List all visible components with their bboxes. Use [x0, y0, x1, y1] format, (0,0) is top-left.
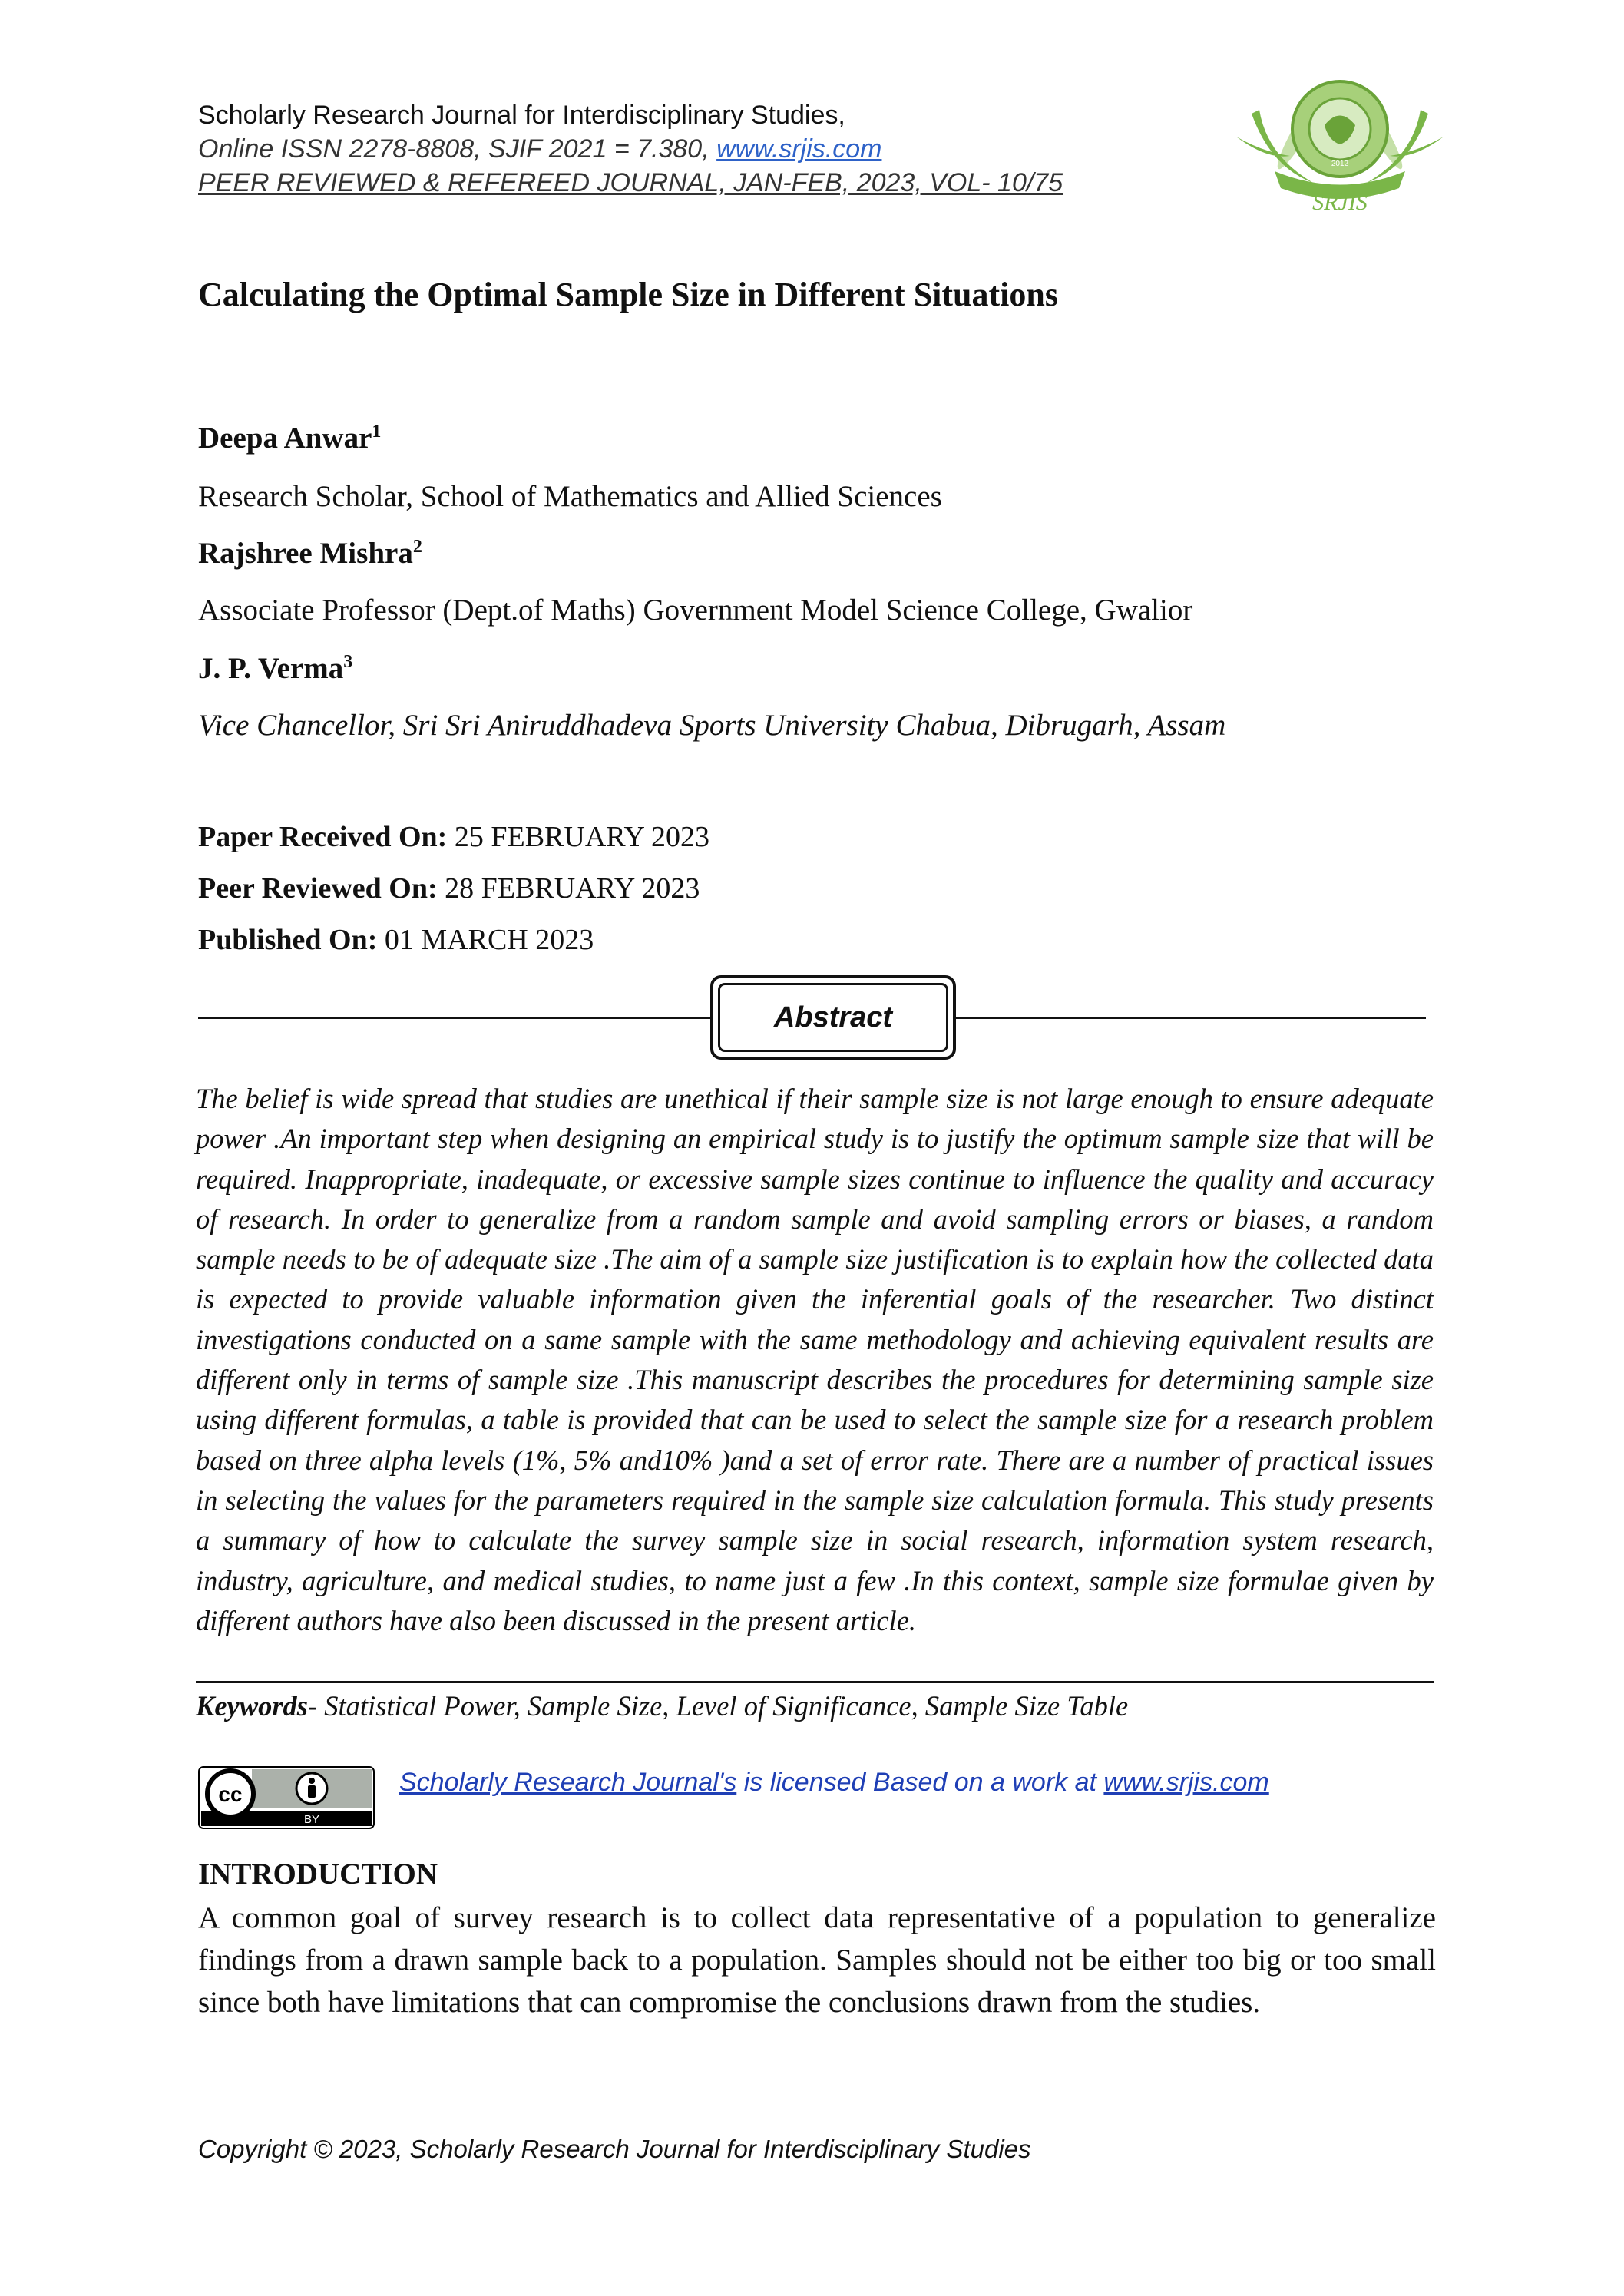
- license-middle-text: is licensed Based on a work at: [736, 1768, 1104, 1797]
- copyright-footer: Copyright © 2023, Scholarly Research Journal for Interdisciplinary Studies: [198, 2135, 1031, 2163]
- keywords-label: Keywords: [196, 1690, 308, 1722]
- introduction-text: A common goal of survey research is to collect data representative of a population to generalize findings from a drawn sample back to a population. Samples should not be either too big or too small since both have limitations that can compromise the conclusions drawn from the studies.: [198, 1901, 1436, 2019]
- logo-year: 2012: [1331, 160, 1349, 168]
- keywords-line: [196, 1686, 1128, 1726]
- author-affiliation-1: Research Scholar, School of Mathematics and Allied Sciences: [198, 480, 942, 513]
- author-name-2: Rajshree Mishra$^2$: [198, 537, 422, 570]
- logo-text: SRJIS: [1312, 190, 1368, 215]
- journal-header: [198, 98, 1196, 200]
- abstract-rule-right: [956, 1017, 1426, 1019]
- published-date: Published On: 01 MARCH 2023: [198, 924, 594, 956]
- author-affiliation-2: Associate Professor (Dept.of Maths) Government Model Science College, Gwalior: [198, 594, 1193, 627]
- abstract-heading-box: [710, 975, 956, 1060]
- author-name-1: Deepa Anwar$^1$: [198, 422, 382, 455]
- author-name-3: J. P. Verma$^3$: [198, 652, 353, 685]
- keywords-text: - Statistical Power, Sample Size, Level of Significance, Sample Size Table: [308, 1690, 1129, 1722]
- journal-website-link[interactable]: www.srjis.com: [716, 134, 882, 164]
- reviewed-date: Peer Reviewed On: 28 FEBRUARY 2023: [198, 872, 700, 905]
- paper-title: Calculating the Optimal Sample Size in Different Situations: [198, 276, 1058, 313]
- cc-by-license-badge[interactable]: [198, 1766, 375, 1829]
- abstract-text: The belief is wide spread that studies are unethical if their sample size is not large enough to ensure adequate power .An important step when designing an empirical study is to justify the optimum sample size that will be required. Inappropriate, inadequate, or excessive sample sizes continue to influence the quality and accuracy of research. In order to generalize from a random sample and avoid sampling errors or biases, a random sample needs to be of adequate size .The aim of a sample size justification is to explain how the collected data is expected to provide valuable information given the inferential goals of the researcher. Two distinct investigations conducted on a same sample with the same methodology and achieving equivalent results are different only in terms of sample size .This manuscript describes the procedures for determining sample size using different formulas, a table is provided that can be used to select the sample size for a research problem based on three alpha levels (1%, 5% and10% )and a set of error rate. There are a number of practical issues in selecting the values for the parameters required in the sample size calculation formula. This study presents a summary of how to calculate the survey sample size in social research, information system research, industry, agriculture, and medical studies, to name just a few .In this context, sample size formulae given by different authors have also been discussed in the present article.: [196, 1083, 1434, 1636]
- abstract-rule-left: [198, 1017, 710, 1019]
- issn-line: [198, 132, 1196, 166]
- author-affiliation-3: Vice Chancellor, Sri Sri Aniruddhadeva Sports University Chabua, Dibrugarh, Assam: [198, 709, 1226, 742]
- issn-text: Online ISSN 2278-8808, SJIF 2021 = 7.380,: [198, 134, 717, 164]
- by-label: BY: [303, 1813, 320, 1826]
- srjis-logo: [1229, 68, 1451, 221]
- abstract-heading: Abstract: [718, 983, 948, 1052]
- issue-line: PEER REVIEWED & REFEREED JOURNAL, JAN-FEB, 2023, VOL- 10/75: [198, 168, 1063, 197]
- abstract-bottom-rule: [196, 1681, 1434, 1683]
- introduction-heading: INTRODUCTION: [198, 1858, 438, 1891]
- journal-name: Scholarly Research Journal for Interdisciplinary Studies,: [198, 101, 845, 130]
- journal-license-link[interactable]: Scholarly Research Journal's: [399, 1768, 737, 1797]
- license-site-link[interactable]: www.srjis.com: [1103, 1768, 1269, 1797]
- received-date: Paper Received On: 25 FEBRUARY 2023: [198, 821, 710, 853]
- cc-label: cc: [218, 1782, 243, 1806]
- license-text: [399, 1768, 1269, 1798]
